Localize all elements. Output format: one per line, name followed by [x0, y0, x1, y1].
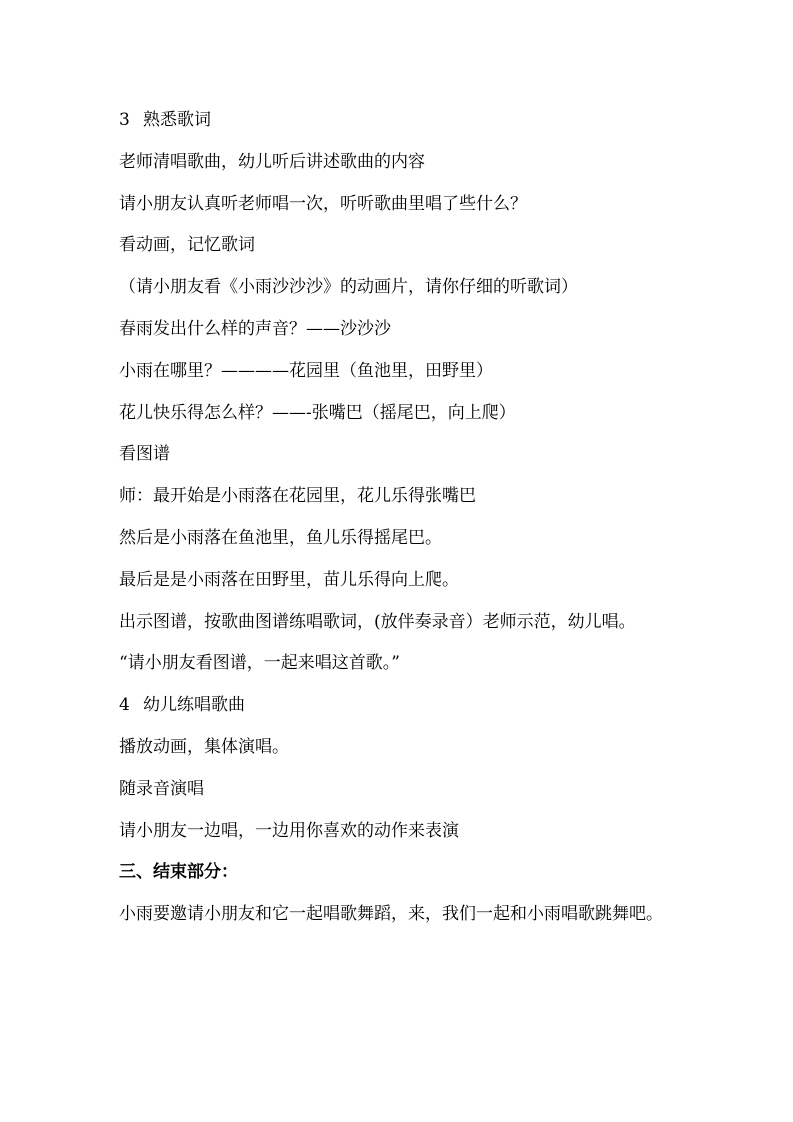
- text-line: 师：最开始是小雨落在花园里，花儿乐得张嘴巴: [119, 486, 476, 507]
- text-line: 小雨在哪里？————花园里（鱼池里，田野里）: [119, 360, 493, 381]
- text-line: 春雨发出什么样的声音？——沙沙沙: [119, 318, 391, 339]
- text-line: 出示图谱，按歌曲图谱练唱歌词，(放伴奏录音）老师示范，幼儿唱。: [119, 611, 636, 632]
- text-line: 播放动画，集体演唱。: [119, 736, 289, 757]
- text-line: 花儿快乐得怎么样？——-张嘴巴（摇尾巴，向上爬）: [119, 402, 516, 423]
- section-title: 幼儿练唱歌曲: [143, 695, 245, 716]
- text-line: 然后是小雨落在鱼池里，鱼儿乐得摇尾巴。: [119, 527, 442, 548]
- text-line: 请小朋友认真听老师唱一次，听听歌曲里唱了些什么？: [119, 193, 527, 214]
- text-line: “请小朋友看图谱，一起来唱这首歌。”: [119, 653, 400, 674]
- section-number: 3: [119, 110, 130, 130]
- section-number: 4: [119, 695, 130, 716]
- closing-paragraph: 小雨要邀请小朋友和它一起唱歌舞蹈，来，我们一起和小雨唱歌跳舞吧。: [119, 904, 663, 925]
- document-body: [119, 100, 679, 936]
- text-line: 请小朋友一边唱，一边用你喜欢的动作来表演: [119, 820, 459, 841]
- section-heading-4: [119, 685, 679, 727]
- text-line: （请小朋友看《小雨沙沙沙》的动画片，请你仔细的听歌词）: [119, 277, 578, 298]
- closing-section-heading: 三、结束部分：: [119, 862, 238, 883]
- text-line: 看图谱: [119, 444, 170, 465]
- section-heading-3: [119, 100, 679, 142]
- section-title: 熟悉歌词: [143, 110, 211, 130]
- text-line: 看动画，记忆歌词: [119, 235, 255, 256]
- text-line: 随录音演唱: [119, 778, 204, 799]
- text-line: 最后是是小雨落在田野里，苗儿乐得向上爬。: [119, 569, 459, 590]
- text-line: 老师清唱歌曲，幼儿听后讲述歌曲的内容: [119, 151, 425, 172]
